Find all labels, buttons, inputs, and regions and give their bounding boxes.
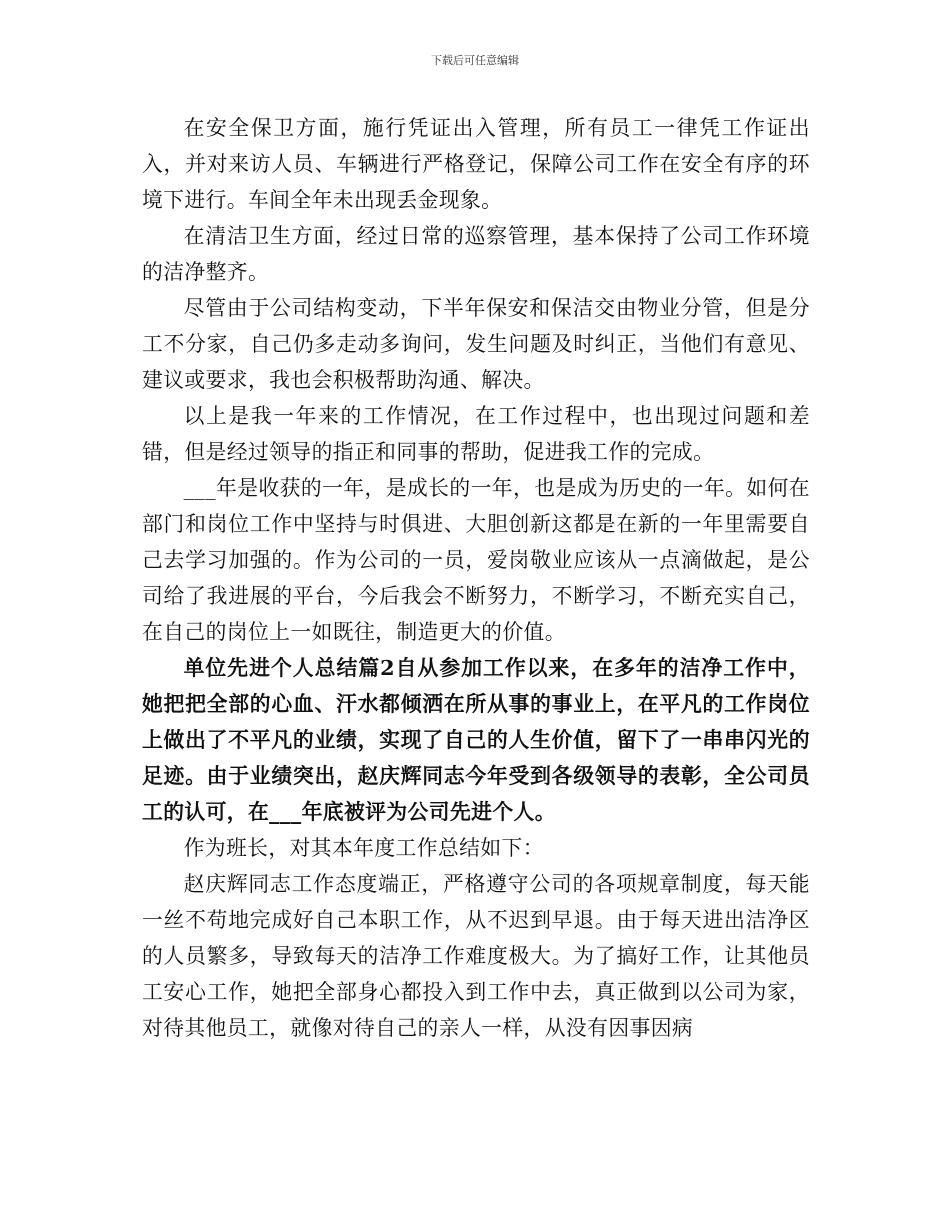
paragraph-restructure: 尽管由于公司结构变动，下半年保安和保洁交由物业分管，但是分工不分家，自己仍多走动多询问，发生问题及时纠正，当他们有意见、建议或要求，我也会积极帮助沟通、解决。	[142, 296, 810, 392]
paragraph-section-2-heading: 单位先进个人总结篇2自从参加工作以来，在多年的洁净工作中，她把把全部的心血、汗水都倾洒在所从事的事业上，在平凡的工作岗位上做出了不平凡的业绩，实现了自己的人生价值，留下了一串串闪光的足迹。由于业绩突出，赵庆辉同志今年受到各级领导的表彰，全公司员工的认可，在___年底被评为公司先进个人。	[142, 655, 810, 824]
paragraph-cleaning: 在清洁卫生方面，经过日常的巡察管理，基本保持了公司工作环境的洁净整齐。	[142, 224, 810, 284]
page-header: 下载后可任意编辑	[431, 54, 519, 67]
paragraph-work-attitude: 赵庆辉同志工作态度端正，严格遵守公司的各项规章制度，每天能一丝不苟地完成好自己本职工作，从不迟到早退。由于每天进出洁净区的人员繁多，导致每天的洁净工作难度极大。为了搞好工作，让其他员工安心工作，她把全部身心都投入到工作中去，真正做到以公司为家，对待其他员工，就像对待自己的亲人一样，从没有因事因病	[142, 872, 810, 1040]
paragraph-team-leader-intro: 作为班长，对其本年度工作总结如下：	[183, 836, 544, 860]
paragraph-outlook: ___年是收获的一年，是成长的一年，也是成为历史的一年。如何在部门和岗位工作中坚持与时俱进、大胆创新这都是在新的一年里需要自己去学习加强的。作为公司的一员，爱岗敬业应该从一点滴做起，是公司给了我进展的平台，今后我会不断努力，不断学习，不断充实自己，在自己的岗位上一如既往，制造更大的价值。	[142, 476, 810, 644]
paragraph-security: 在安全保卫方面，施行凭证出入管理，所有员工一律凭工作证出入，并对来访人员、车辆进行严格登记，保障公司工作在安全有序的环境下进行。车间全年未出现丢金现象。	[142, 116, 810, 212]
document-body	[142, 110, 810, 1046]
paragraph-summary: 以上是我一年来的工作情况，在工作过程中，也出现过问题和差错，但是经过领导的指正和同事的帮助，促进我工作的完成。	[142, 404, 810, 464]
